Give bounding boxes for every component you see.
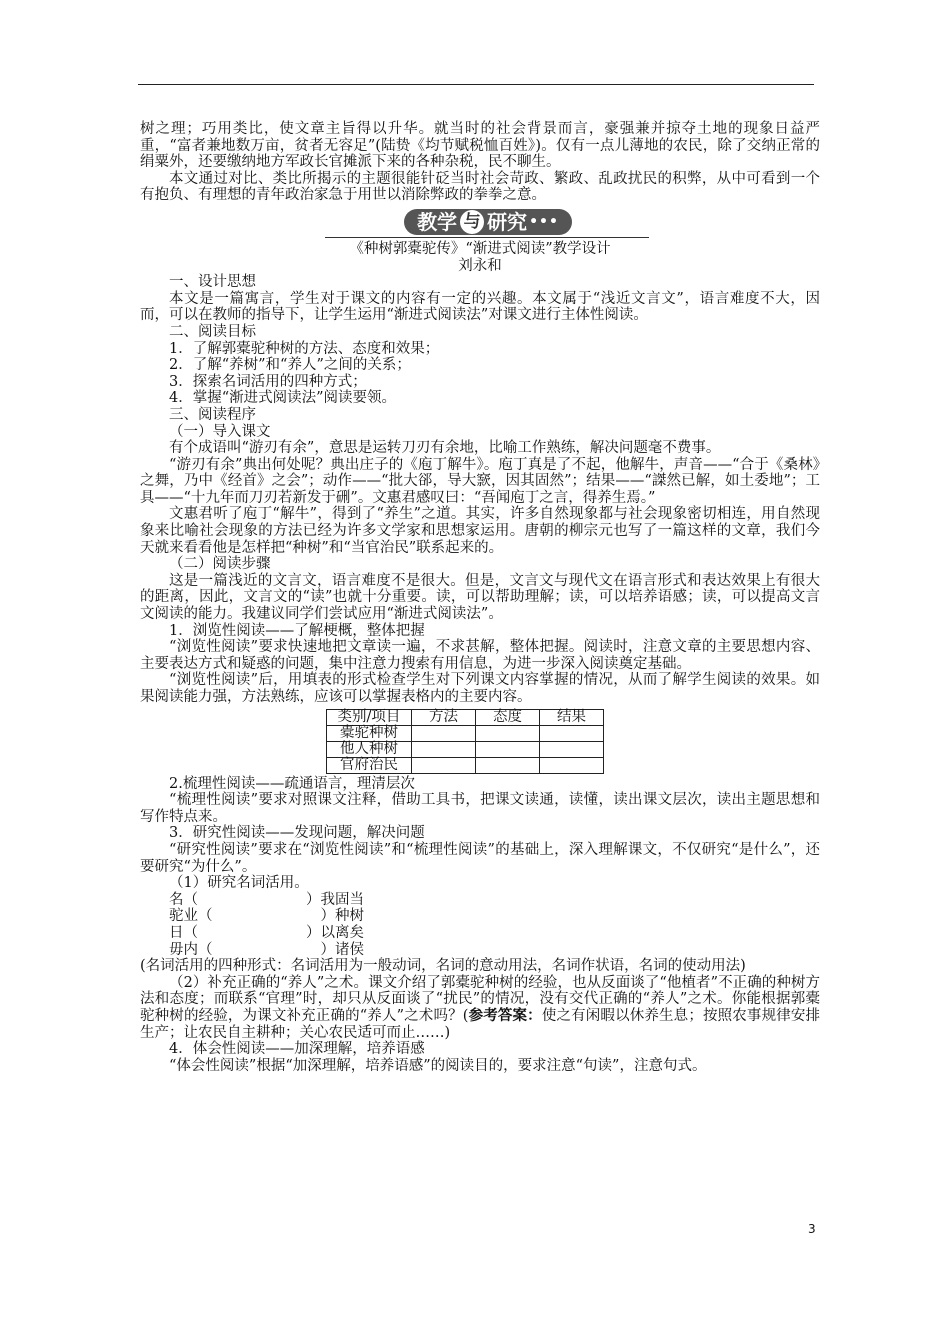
exercise-tail: ）我固当 [306,891,364,908]
paragraph: “浏览性阅读”要求快速地把文章读一遍，不求甚解，整体把握。阅读时，注意文章的主要思想内容、主要表达方式和疑惑的问题，集中注意力搜索有用信息，为进一步深入阅读奠定基础。 [140,639,820,672]
table-header-row [327,709,604,725]
list-item: 1．了解郭橐驼种树的方法、态度和效果； [169,340,440,357]
banner-right: 研究 [487,209,528,234]
exercise-prompt: 日（ [169,924,198,941]
section-banner [140,208,820,239]
section-heading: 三、阅读程序 [169,406,256,423]
list-item: 3．探索名词活用的四种方式； [169,373,367,390]
step-heading: 3．研究性阅读——发现问题，解决问题 [169,825,425,842]
paragraph: 有个成语叫“游刃有余”，意思是运转刀刃有余地，比喻工作熟练，解决问题毫不费事。 [169,440,721,457]
subsection-heading: （二）阅读步骤 [169,556,271,573]
paragraph: 这是一篇浅近的文言文，语言难度不是很大。但是，文言文与现代文在语言形式和表达效果上有很大的距离，因此，文言文的“读”也就十分重要。读，可以帮助理解；读，可以培养语感；读，可以提高文言文阅读的能力。我建议同学们尝试应用“渐进式阅读法”。 [140,572,820,623]
table-cell [476,741,540,757]
list-item: 2．了解“养树”和“养人”之间的关系； [169,357,411,374]
paragraph: 本文是一篇寓言，学生对于课文的内容有一定的兴趣。本文属于“浅近文言文”，语言难度不大，因而，可以在教师的指导下，让学生运用“渐进式阅读法”对课文进行主体性阅读。 [140,290,820,324]
paragraph: “研究性阅读”要求在“浏览性阅读”和“梳理性阅读”的基础上，深入理解课文，不仅研究“是什么”，还要研究“为什么”。 [140,841,820,875]
table-cell [412,725,476,741]
section-heading: 二、阅读目标 [169,323,256,340]
exercise-line [140,925,820,942]
section-heading: 一、设计思想 [169,274,256,291]
table-row-label: 橐驼种树 [327,725,412,741]
exercise-line [140,908,820,925]
exercise-prompt: 毋内（ [169,941,213,958]
exercise-tail: ）以离矣 [306,924,364,941]
table-row [327,757,604,773]
paragraph: “梳理性阅读”要求对照课文注释，借助工具书，把课文读通，读懂，读出课文层次，读出主题思想和写作特点来。 [140,792,820,825]
table-header-cell: 态度 [476,709,540,725]
paragraph: “浏览性阅读”后，用填表的形式检查学生对下列课文内容掌握的情况，从而了解学生阅读的效果。如果阅读能力强，方法熟练，应该可以掌握表格内的主要内容。 [140,672,820,705]
table-row [327,741,604,757]
question [140,975,820,1041]
table-cell [540,757,604,773]
paragraph: “游刃有余”典出何处呢？典出庄子的《庖丁解牛》。庖丁真是了不起，他解牛，声音——“合于《桑林》之舞，乃中《经首》之会”；动作——“批大郤，导大窾，因其固然”；结果——“謋然已解，如土委地”；工具——“十九年而刀刃若新发于硎”。文惠君感叹曰：“吾闻庖丁之言，得养生焉。” [140,456,820,506]
subsection-heading: （一）导入课文 [169,423,271,440]
list-item: 4．掌握“渐进式阅读法”阅读要领。 [169,390,397,407]
page-content [140,121,820,1074]
table-cell [476,757,540,773]
content-table [326,709,604,774]
table-header-cell: 类别/项目 [327,709,412,725]
step-heading: 4．体会性阅读——加深理解，培养语感 [169,1041,425,1058]
exercise-line [140,942,820,959]
exercise-tail: ）诸侯 [320,941,364,958]
table-cell [412,741,476,757]
table-header-cell: 方法 [412,709,476,725]
paragraph: 文惠君听了庖丁“解牛”，得到了“养生”之道。其实，许多自然现象都与社会现象密切相连，用自然现象来比喻社会现象的方法已经为许多文学家和思想家运用。唐朝的柳宗元也写了一篇这样的文章，我们今天就来看看他是怎样把“种树”和“当官治民”联系起来的。 [140,506,820,556]
banner-mid: 与 [460,210,484,234]
note: (名词活用的四种形式：名词活用为一般动词，名词的意动用法，名词作状语，名词的使动用法) [140,958,746,975]
exercise-line [140,892,820,909]
table-row [327,725,604,741]
banner-underline [325,237,649,238]
banner-dots: ••• [529,213,559,230]
question: （1）研究名词活用。 [169,875,309,892]
header-rule [138,84,814,85]
page-number: 3 [808,1222,816,1236]
table-cell [540,725,604,741]
exercise-tail: ）种树 [320,908,364,925]
table-row-label: 他人种树 [327,741,412,757]
exercise-prompt: 名（ [169,891,198,908]
exercise-prompt: 驼业（ [169,908,213,925]
table-cell [540,741,604,757]
banner-left: 教学 [417,209,458,234]
paragraph: 树之理；巧用类比，使文章主旨得以升华。就当时的社会背景而言，豪强兼并掠夺土地的现象日益严重，“富者兼地数万亩，贫者无容足”(陆贽《均节赋税恤百姓》)。仅有一点儿薄地的农民，除了交纳正常的绢粟外，还要缴纳地方军政长官摊派下来的各种杂税，民不聊生。 [140,121,820,171]
table-header-cell: 结果 [540,709,604,725]
answer-label: 参考答案： [468,1006,542,1024]
answer-text: 使之有闲暇以休养生息；按照农事规律安排生产；让农民自主耕种；关心农民适可而止……) [140,1007,821,1041]
paragraph: 本文通过对比、类比所揭示的主题很能针砭当时社会苛政、繁政、乱政扰民的积弊，从中可看到一个有抱负、有理想的青年政治家急于用世以消除弊政的拳拳之意。 [140,170,820,204]
table-cell [412,757,476,773]
step-heading: 1．浏览性阅读——了解梗概，整体把握 [169,622,425,639]
article-author: 刘永和 [458,257,502,274]
table-row-label: 官府治民 [327,757,412,773]
table-cell [476,725,540,741]
step-heading: 2.梳理性阅读——疏通语言，理清层次 [169,775,415,792]
question-text: （2）补充正确的“养人”之术。课文介绍了郭橐驼种树的经验，也从反面谈了“他植者”不正确的种树方法和态度；而联系“官理”时，却只从反面谈了“扰民”的情况，没有交代正确的“养人”之术。你能根据郭橐驼种树的经验，为课文补充正确的“养人”之术吗？( [140,974,820,1024]
paragraph: “体会性阅读”根据“加深理解，培养语感”的阅读目的，要求注意“句读”，注意句式。 [169,1057,707,1074]
article-title: 《种树郭橐驼传》“渐进式阅读”教学设计 [349,240,611,257]
banner-badge [404,209,572,235]
